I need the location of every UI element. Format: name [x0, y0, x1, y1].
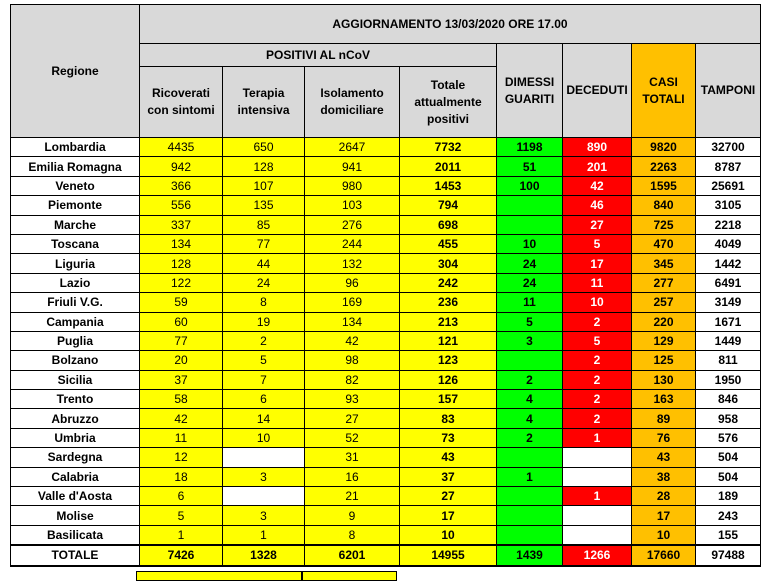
cell-isolamento: 941 — [305, 157, 400, 176]
cell-region: Marche — [11, 215, 140, 234]
cell-casi: 725 — [632, 215, 696, 234]
cell-ricoverati: 37 — [140, 370, 223, 389]
cell-ricoverati: 4435 — [140, 138, 223, 157]
cell-ricoverati: 18 — [140, 467, 223, 486]
cell-casi: 345 — [632, 254, 696, 273]
cell-region: Campania — [11, 312, 140, 331]
header-totale-positivi: Totale attualmente positivi — [400, 67, 497, 138]
cell-region: Sardegna — [11, 448, 140, 467]
header-isolamento: Isolamento domiciliare — [305, 67, 400, 138]
cell-tamponi: 846 — [696, 390, 761, 409]
cell-dimessi: 2 — [497, 428, 563, 447]
cell-dimessi: 1 — [497, 467, 563, 486]
cell-region: Umbria — [11, 428, 140, 447]
report-title: AGGIORNAMENTO 13/03/2020 ORE 17.00 — [140, 5, 761, 44]
cell-dimessi: 11 — [497, 293, 563, 312]
cell-deceduti: 11 — [563, 273, 632, 292]
cell-ricoverati: 7426 — [140, 545, 223, 566]
header-dimessi: DIMESSI GUARITI — [497, 44, 563, 138]
header-terapia: Terapia intensiva — [223, 67, 305, 138]
cell-terapia: 3 — [223, 506, 305, 525]
cell-region: Toscana — [11, 234, 140, 253]
cell-casi: 2263 — [632, 157, 696, 176]
cell-totale: 17 — [400, 506, 497, 525]
cell-terapia: 6 — [223, 390, 305, 409]
cell-deceduti: 2 — [563, 370, 632, 389]
cell-totale: 2011 — [400, 157, 497, 176]
cell-casi: 89 — [632, 409, 696, 428]
cell-region: Sicilia — [11, 370, 140, 389]
cell-isolamento: 980 — [305, 176, 400, 195]
header-ricoverati: Ricoverati con sintomi — [140, 67, 223, 138]
cell-totale: 43 — [400, 448, 497, 467]
table-row — [11, 467, 761, 486]
cell-region: Emilia Romagna — [11, 157, 140, 176]
cell-deceduti — [563, 525, 632, 544]
cell-isolamento: 98 — [305, 351, 400, 370]
cell-isolamento: 9 — [305, 506, 400, 525]
cell-tamponi: 8787 — [696, 157, 761, 176]
cell-region: Lazio — [11, 273, 140, 292]
cell-dimessi: 24 — [497, 254, 563, 273]
cell-totale: 83 — [400, 409, 497, 428]
cell-isolamento: 21 — [305, 487, 400, 506]
cell-terapia: 44 — [223, 254, 305, 273]
cell-totale: 455 — [400, 234, 497, 253]
cell-casi: 129 — [632, 331, 696, 350]
cell-totale: 242 — [400, 273, 497, 292]
cell-isolamento: 82 — [305, 370, 400, 389]
cell-ricoverati: 942 — [140, 157, 223, 176]
cell-dimessi — [497, 525, 563, 544]
cell-ricoverati: 59 — [140, 293, 223, 312]
covid-data-table — [10, 4, 761, 567]
cell-totale: 10 — [400, 525, 497, 544]
cell-isolamento: 42 — [305, 331, 400, 350]
cell-deceduti: 2 — [563, 351, 632, 370]
cell-dimessi: 1198 — [497, 138, 563, 157]
cell-terapia: 8 — [223, 293, 305, 312]
table-header — [11, 5, 761, 138]
cell-dimessi: 51 — [497, 157, 563, 176]
cell-casi: 257 — [632, 293, 696, 312]
cell-tamponi: 504 — [696, 448, 761, 467]
table-row — [11, 254, 761, 273]
cell-isolamento: 134 — [305, 312, 400, 331]
cell-totale: 121 — [400, 331, 497, 350]
cell-dimessi — [497, 448, 563, 467]
cell-casi: 277 — [632, 273, 696, 292]
cell-ricoverati: 60 — [140, 312, 223, 331]
cell-deceduti: 27 — [563, 215, 632, 234]
cell-totale: 126 — [400, 370, 497, 389]
cell-casi: 28 — [632, 487, 696, 506]
cell-tamponi: 2218 — [696, 215, 761, 234]
cell-totale: 794 — [400, 196, 497, 215]
cell-dimessi: 4 — [497, 409, 563, 428]
cell-deceduti: 2 — [563, 409, 632, 428]
cell-casi: 10 — [632, 525, 696, 544]
legend-strip — [136, 571, 397, 579]
cell-tamponi: 4049 — [696, 234, 761, 253]
cell-dimessi — [497, 506, 563, 525]
table-row — [11, 312, 761, 331]
cell-terapia: 650 — [223, 138, 305, 157]
table-row — [11, 428, 761, 447]
cell-casi: 43 — [632, 448, 696, 467]
cell-tamponi: 155 — [696, 525, 761, 544]
cell-ricoverati: 122 — [140, 273, 223, 292]
header-regione: Regione — [11, 5, 140, 138]
cell-dimessi — [497, 351, 563, 370]
cell-deceduti — [563, 506, 632, 525]
cell-deceduti: 10 — [563, 293, 632, 312]
cell-totale: 27 — [400, 487, 497, 506]
cell-dimessi: 24 — [497, 273, 563, 292]
cell-terapia: 3 — [223, 467, 305, 486]
table-row — [11, 293, 761, 312]
cell-isolamento: 103 — [305, 196, 400, 215]
header-casi: CASI TOTALI — [632, 44, 696, 138]
cell-ricoverati: 6 — [140, 487, 223, 506]
table-row — [11, 525, 761, 544]
cell-tamponi: 504 — [696, 467, 761, 486]
legend-swatch — [302, 571, 397, 581]
cell-tamponi: 1950 — [696, 370, 761, 389]
cell-tamponi: 1449 — [696, 331, 761, 350]
cell-ricoverati: 12 — [140, 448, 223, 467]
cell-dimessi: 3 — [497, 331, 563, 350]
cell-terapia: 1328 — [223, 545, 305, 566]
cell-deceduti: 2 — [563, 312, 632, 331]
cell-dimessi: 1439 — [497, 545, 563, 566]
cell-deceduti: 5 — [563, 234, 632, 253]
cell-casi: 1595 — [632, 176, 696, 195]
cell-ricoverati: 11 — [140, 428, 223, 447]
cell-isolamento: 132 — [305, 254, 400, 273]
cell-dimessi — [497, 487, 563, 506]
cell-isolamento: 169 — [305, 293, 400, 312]
cell-isolamento: 2647 — [305, 138, 400, 157]
cell-casi: 130 — [632, 370, 696, 389]
table-row — [11, 331, 761, 350]
cell-tamponi: 97488 — [696, 545, 761, 566]
cell-isolamento: 16 — [305, 467, 400, 486]
table-row — [11, 157, 761, 176]
table-row — [11, 487, 761, 506]
cell-terapia: 24 — [223, 273, 305, 292]
cell-ricoverati: 556 — [140, 196, 223, 215]
cell-isolamento: 27 — [305, 409, 400, 428]
cell-ricoverati: 337 — [140, 215, 223, 234]
cell-isolamento: 52 — [305, 428, 400, 447]
cell-isolamento: 96 — [305, 273, 400, 292]
table-row — [11, 409, 761, 428]
cell-tamponi: 1442 — [696, 254, 761, 273]
cell-casi: 17660 — [632, 545, 696, 566]
cell-terapia: 135 — [223, 196, 305, 215]
cell-totale: 123 — [400, 351, 497, 370]
cell-terapia: 5 — [223, 351, 305, 370]
cell-ricoverati: 20 — [140, 351, 223, 370]
cell-region: Abruzzo — [11, 409, 140, 428]
cell-isolamento: 31 — [305, 448, 400, 467]
cell-terapia: 2 — [223, 331, 305, 350]
cell-terapia: 14 — [223, 409, 305, 428]
cell-deceduti — [563, 448, 632, 467]
cell-region: Liguria — [11, 254, 140, 273]
header-tamponi: TAMPONI — [696, 44, 761, 138]
cell-dimessi: 5 — [497, 312, 563, 331]
cell-tamponi: 243 — [696, 506, 761, 525]
table-row — [11, 351, 761, 370]
cell-totale: 698 — [400, 215, 497, 234]
cell-isolamento: 8 — [305, 525, 400, 544]
cell-deceduti: 1 — [563, 428, 632, 447]
cell-ricoverati: 128 — [140, 254, 223, 273]
cell-dimessi: 10 — [497, 234, 563, 253]
cell-ricoverati: 77 — [140, 331, 223, 350]
cell-terapia — [223, 487, 305, 506]
cell-totale: 73 — [400, 428, 497, 447]
cell-ricoverati: 42 — [140, 409, 223, 428]
cell-dimessi — [497, 215, 563, 234]
table-row — [11, 370, 761, 389]
cell-tamponi: 25691 — [696, 176, 761, 195]
table-row — [11, 138, 761, 157]
table-row — [11, 234, 761, 253]
cell-tamponi: 576 — [696, 428, 761, 447]
cell-region: TOTALE — [11, 545, 140, 566]
table-body — [11, 138, 761, 566]
header-deceduti: DECEDUTI — [563, 44, 632, 138]
cell-terapia: 107 — [223, 176, 305, 195]
cell-casi: 17 — [632, 506, 696, 525]
cell-isolamento: 93 — [305, 390, 400, 409]
cell-ricoverati: 366 — [140, 176, 223, 195]
cell-tamponi: 811 — [696, 351, 761, 370]
cell-isolamento: 276 — [305, 215, 400, 234]
cell-region: Lombardia — [11, 138, 140, 157]
table-row — [11, 196, 761, 215]
cell-ricoverati: 58 — [140, 390, 223, 409]
cell-totale: 304 — [400, 254, 497, 273]
cell-totale: 213 — [400, 312, 497, 331]
cell-terapia: 128 — [223, 157, 305, 176]
cell-terapia: 19 — [223, 312, 305, 331]
table-row — [11, 273, 761, 292]
cell-totale: 37 — [400, 467, 497, 486]
cell-isolamento: 6201 — [305, 545, 400, 566]
cell-deceduti: 17 — [563, 254, 632, 273]
cell-terapia: 1 — [223, 525, 305, 544]
cell-region: Friuli V.G. — [11, 293, 140, 312]
cell-terapia — [223, 448, 305, 467]
cell-dimessi: 2 — [497, 370, 563, 389]
cell-tamponi: 3105 — [696, 196, 761, 215]
cell-totale: 14955 — [400, 545, 497, 566]
cell-totale: 7732 — [400, 138, 497, 157]
cell-totale: 236 — [400, 293, 497, 312]
cell-region: Bolzano — [11, 351, 140, 370]
cell-casi: 38 — [632, 467, 696, 486]
cell-dimessi: 100 — [497, 176, 563, 195]
cell-region: Calabria — [11, 467, 140, 486]
cell-casi: 220 — [632, 312, 696, 331]
cell-tamponi: 958 — [696, 409, 761, 428]
header-positivi-group: POSITIVI AL nCoV — [140, 44, 497, 67]
cell-terapia: 85 — [223, 215, 305, 234]
cell-terapia: 10 — [223, 428, 305, 447]
cell-totale: 1453 — [400, 176, 497, 195]
cell-deceduti: 890 — [563, 138, 632, 157]
cell-ricoverati: 134 — [140, 234, 223, 253]
table-row — [11, 215, 761, 234]
cell-tamponi: 32700 — [696, 138, 761, 157]
cell-ricoverati: 5 — [140, 506, 223, 525]
cell-terapia: 7 — [223, 370, 305, 389]
cell-region: Piemonte — [11, 196, 140, 215]
cell-region: Molise — [11, 506, 140, 525]
cell-casi: 840 — [632, 196, 696, 215]
cell-deceduti: 46 — [563, 196, 632, 215]
cell-tamponi: 189 — [696, 487, 761, 506]
cell-deceduti: 1266 — [563, 545, 632, 566]
cell-region: Veneto — [11, 176, 140, 195]
cell-region: Trento — [11, 390, 140, 409]
cell-isolamento: 244 — [305, 234, 400, 253]
table-row — [11, 448, 761, 467]
cell-casi: 163 — [632, 390, 696, 409]
cell-deceduti — [563, 467, 632, 486]
cell-tamponi: 6491 — [696, 273, 761, 292]
cell-region: Puglia — [11, 331, 140, 350]
cell-casi: 9820 — [632, 138, 696, 157]
cell-deceduti: 201 — [563, 157, 632, 176]
table-row — [11, 506, 761, 525]
cell-deceduti: 42 — [563, 176, 632, 195]
cell-ricoverati: 1 — [140, 525, 223, 544]
cell-dimessi — [497, 196, 563, 215]
cell-deceduti: 1 — [563, 487, 632, 506]
cell-tamponi: 1671 — [696, 312, 761, 331]
cell-dimessi: 4 — [497, 390, 563, 409]
cell-totale: 157 — [400, 390, 497, 409]
cell-casi: 470 — [632, 234, 696, 253]
cell-casi: 125 — [632, 351, 696, 370]
cell-tamponi: 3149 — [696, 293, 761, 312]
cell-region: Valle d'Aosta — [11, 487, 140, 506]
table-row — [11, 390, 761, 409]
cell-region: Basilicata — [11, 525, 140, 544]
total-row — [11, 545, 761, 566]
cell-deceduti: 2 — [563, 390, 632, 409]
legend-swatch — [136, 571, 302, 581]
cell-deceduti: 5 — [563, 331, 632, 350]
cell-terapia: 77 — [223, 234, 305, 253]
table-row — [11, 176, 761, 195]
cell-casi: 76 — [632, 428, 696, 447]
